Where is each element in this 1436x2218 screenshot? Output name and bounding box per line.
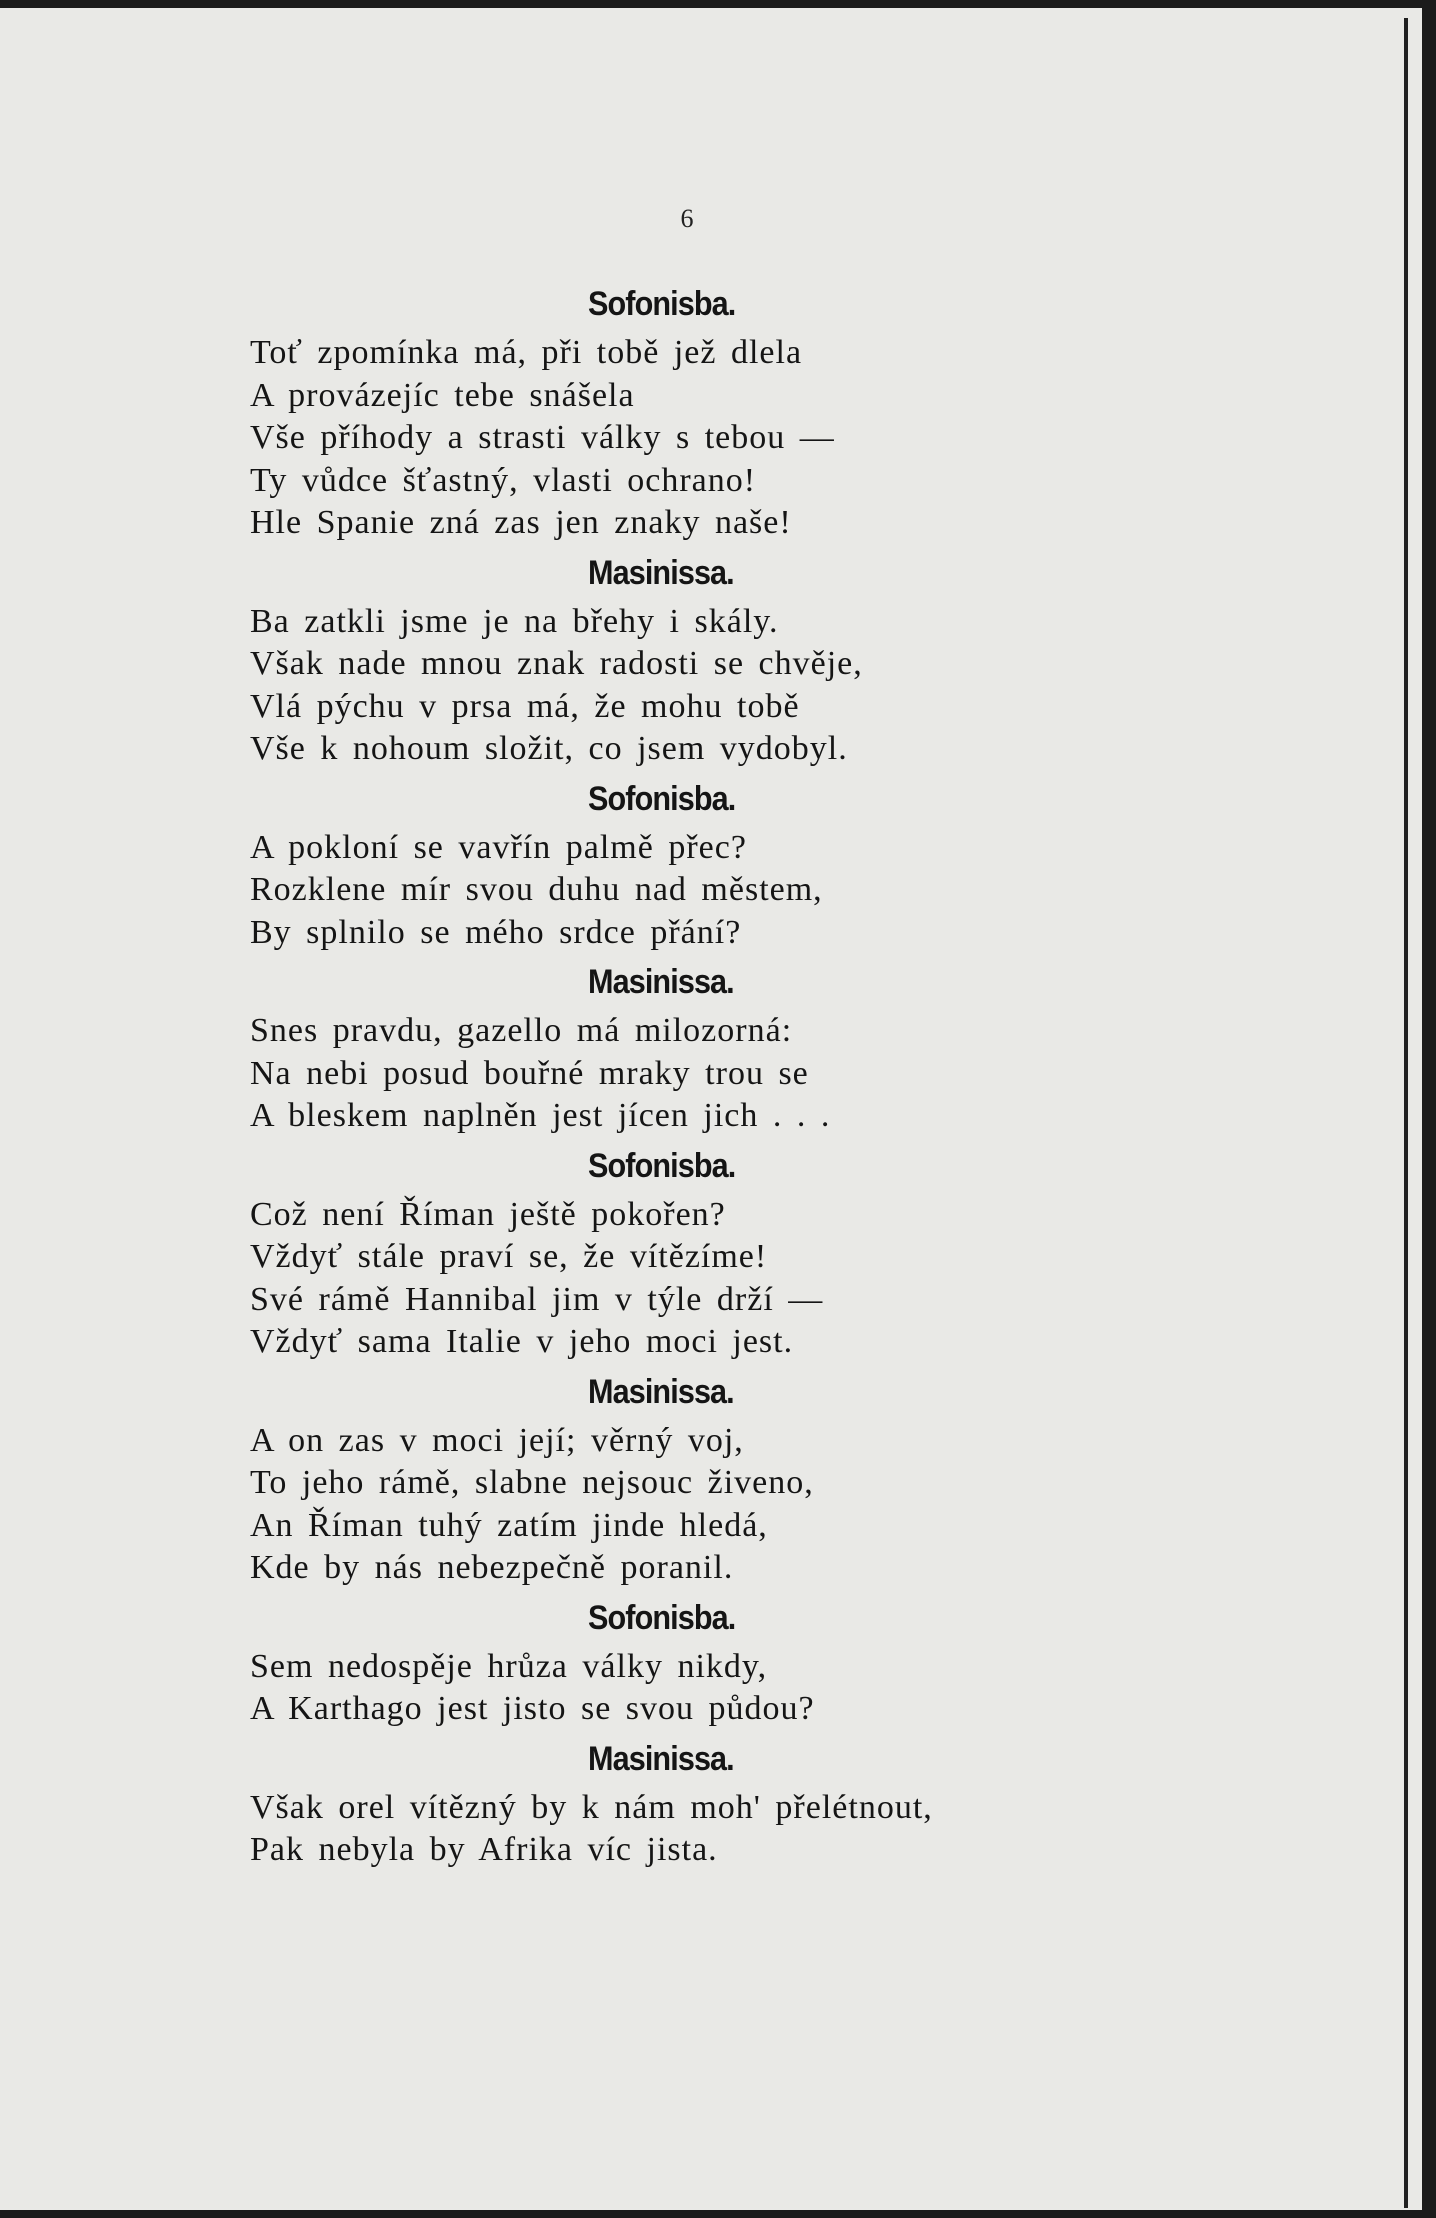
verse-line: Vždyť stále praví se, že vítězíme! <box>250 1238 768 1275</box>
dialogue-block <box>0 1731 1400 1872</box>
verse-line: Toť zpomínka má, při tobě jež dlela <box>250 334 803 371</box>
dialogue-block <box>0 1138 1400 1364</box>
verse-line: Však nade mnou znak radosti se chvěje, <box>250 645 863 682</box>
dialogue-block <box>0 545 1400 771</box>
speaker-name: Masinissa. <box>588 963 734 1001</box>
verse-line: Rozklene mír svou duhu nad městem, <box>250 871 823 908</box>
dialogue-block <box>0 1364 1400 1590</box>
verse-line: Vše k nohoum složit, co jsem vydobyl. <box>250 730 848 767</box>
verse-line: Ty vůdce šťastný, vlasti ochrano! <box>250 461 757 499</box>
verse-line: Vždyť sama Italie v jeho moci jest. <box>250 1323 794 1360</box>
speaker-name: Sofonisba. <box>588 1598 736 1637</box>
speaker-name: Sofonisba. <box>588 285 736 323</box>
verse-line: An Říman tuhý zatím jinde hledá, <box>250 1506 768 1544</box>
dialogue-block <box>0 1590 1400 1731</box>
verse-line: A on zas v moci její; věrný voj, <box>250 1421 744 1459</box>
verse-line: By splnilo se mého srdce přání? <box>250 913 742 951</box>
verse-line: Vlá pýchu v prsa má, že mohu tobě <box>250 687 800 725</box>
verse-line: Pak nebyla by Afrika víc jista. <box>250 1831 718 1868</box>
book-page <box>0 8 1422 2210</box>
speaker-name: Masinissa. <box>588 553 734 592</box>
verse-line: A bleskem naplněn jest jícen jich . . . <box>250 1097 831 1134</box>
verse-line: Hle Spanie zná zas jen znaky naše! <box>250 504 792 541</box>
speaker-name: Sofonisba. <box>588 779 736 818</box>
page-number: 6 <box>680 204 694 233</box>
verse-line: A Karthago jest jisto se svou půdou? <box>250 1690 815 1727</box>
page-edge-border <box>1404 18 1408 2208</box>
dialogue-block <box>0 276 1400 545</box>
dialogue-block <box>0 771 1400 955</box>
dialogue-block <box>0 954 1400 1138</box>
verse-line: Ba zatkli jsme je na břehy i skály. <box>250 602 779 640</box>
verse-line: Snes pravdu, gazello má milozorná: <box>250 1012 793 1049</box>
speaker-name: Masinissa. <box>588 1739 734 1778</box>
verse-line: To jeho rámě, slabne nejsouc živeno, <box>250 1464 814 1501</box>
verse-line: A pokloní se vavřín palmě přec? <box>250 828 747 866</box>
speaker-name: Masinissa. <box>588 1372 734 1411</box>
speaker-name: Sofonisba. <box>588 1146 736 1185</box>
verse-line: Však orel vítězný by k nám moh' přelétnout, <box>250 1788 933 1826</box>
dialogue-text <box>0 276 1400 1872</box>
verse-line: Kde by nás nebezpečně poranil. <box>250 1549 734 1586</box>
verse-line: Své rámě Hannibal jim v týle drží — <box>250 1280 824 1318</box>
verse-line: Vše příhody a strasti války s tebou — <box>250 419 835 456</box>
verse-line: A provázejíc tebe snášela <box>250 376 635 414</box>
verse-line: Na nebi posud bouřné mraky trou se <box>250 1054 809 1092</box>
verse-line: Sem nedospěje hrůza války nikdy, <box>250 1647 768 1685</box>
verse-line: Což není Říman ještě pokořen? <box>250 1195 726 1233</box>
